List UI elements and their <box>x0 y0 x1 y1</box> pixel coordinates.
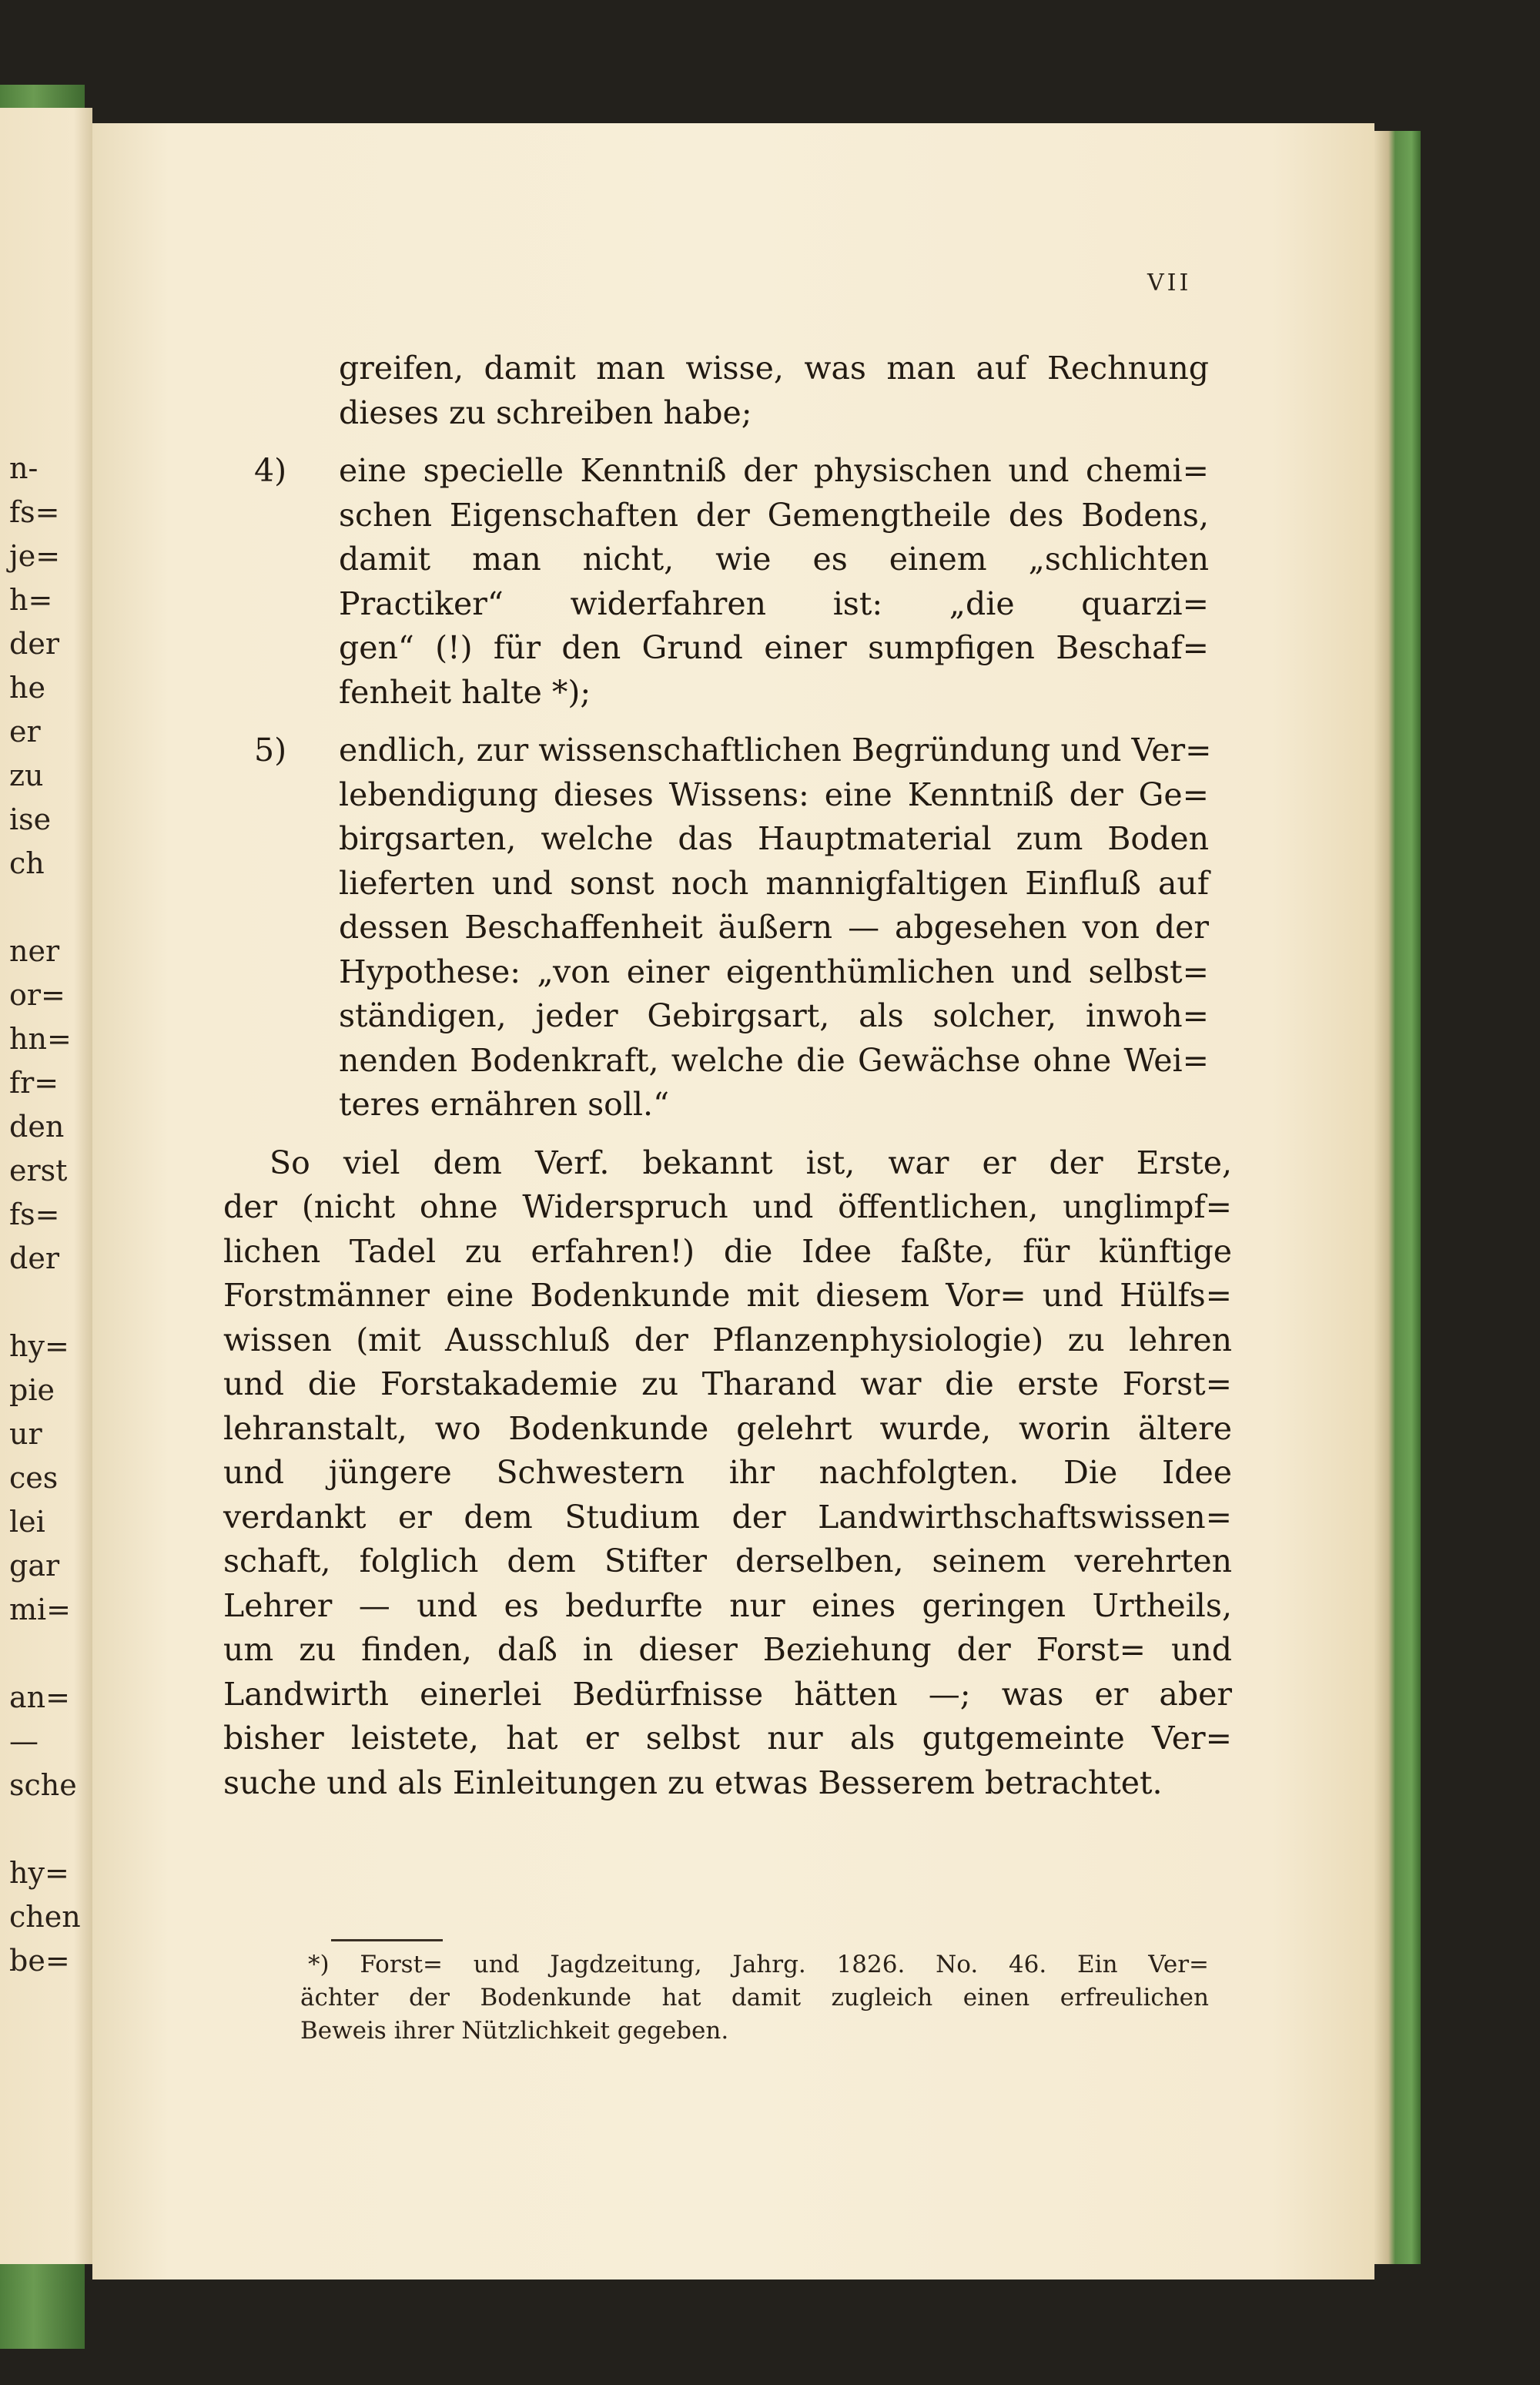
previous-page-fragment: mi= <box>9 1593 72 1626</box>
list-item-line: gen“ (!) für den Grund einer sumpfigen Beschaf= <box>339 629 1209 666</box>
previous-page-fragment: an= <box>9 1680 70 1714</box>
paragraph-spacer <box>254 1127 1209 1141</box>
previous-page-fragment: h= <box>9 583 53 617</box>
list-item-line: lebendigung dieses Wissens: eine Kenntniß der Ge= <box>339 775 1209 813</box>
paragraph-line: um zu finden, daß in dieser Beziehung der Forst= und <box>223 1631 1232 1668</box>
main-text <box>223 347 1232 1805</box>
previous-page-fragment: der <box>9 627 59 661</box>
paragraph-line: lehranstalt, wo Bodenkunde gelehrt wurde, worin ältere <box>223 1409 1232 1447</box>
page-number: VII <box>1147 270 1192 296</box>
previous-page-fragment: hn= <box>9 1022 72 1056</box>
right-cover-cloth <box>1374 131 1421 2264</box>
list-item-line: damit man nicht, wie es einem „schlichten <box>339 541 1209 578</box>
footnote-line: *) Forst= und Jagdzeitung, Jahrg. 1826. No. 46. Ein Ver= <box>308 1951 1209 1978</box>
paragraph-line: und jüngere Schwestern ihr nachfolgten. Die Idee <box>223 1454 1232 1491</box>
previous-page-fragment: ch <box>9 846 45 880</box>
list-item-number: 4) <box>254 452 287 489</box>
paragraph-line: verdankt er dem Studium der Landwirthschaftswissen= <box>223 1498 1232 1536</box>
list-item-line: fenheit halte *); <box>339 673 591 711</box>
footnote <box>300 1948 1209 2048</box>
previous-page-fragment: zu <box>9 759 44 792</box>
list-item-line: nenden Bodenkraft, welche die Gewächse ohne Wei= <box>339 1041 1209 1079</box>
previous-page-fragment: hy= <box>9 1329 69 1363</box>
list-item-line: Hypothese: „von einer eigenthümlichen und selbst= <box>339 953 1209 990</box>
previous-page-fragment: or= <box>9 978 65 1012</box>
previous-page-fragment: gar <box>9 1549 60 1583</box>
previous-page-fragment: fs= <box>9 495 60 529</box>
list-item-line <box>254 449 1209 494</box>
previous-page-text <box>0 447 85 1983</box>
previous-page-fragment: ner <box>9 934 60 968</box>
previous-page-fragment: erst <box>9 1154 68 1187</box>
previous-page-fragment: lei <box>9 1505 45 1539</box>
paragraph-line: lichen Tadel zu erfahren!) die Idee faßte, für künftige <box>223 1232 1232 1270</box>
paragraph-line: wissen (mit Ausschluß der Pflanzenphysiologie) zu lehren <box>223 1321 1232 1358</box>
previous-page-fragment <box>0 1807 85 1851</box>
list-item-text: eine specielle Kenntniß der physischen und chemi= <box>339 452 1209 489</box>
paragraph-line: schaft, folglich dem Stifter derselben, seinem verehrten <box>223 1543 1232 1579</box>
previous-page-fragment: fr= <box>9 1066 59 1100</box>
list-item-text: endlich, zur wissenschaftlichen Begründung und Ver= <box>339 732 1212 769</box>
list-item-line: teres ernähren soll.“ <box>339 1086 670 1123</box>
previous-page-fragment: n- <box>9 451 38 485</box>
footnote-line: ächter der Bodenkunde hat damit zugleich einen erfreulichen <box>300 1984 1209 2012</box>
list-item-line: greifen, damit man wisse, was man auf Rechnung <box>339 350 1209 387</box>
previous-page-fragment: sche <box>9 1768 77 1802</box>
previous-page-fragment: ur <box>9 1417 42 1451</box>
previous-page-fragment: pie <box>9 1373 55 1407</box>
previous-page-fragment: den <box>9 1110 65 1144</box>
previous-page-fragment: ces <box>9 1461 59 1495</box>
previous-page-fragment: ise <box>9 802 52 836</box>
previous-page-fragment <box>0 1632 85 1676</box>
previous-page-fragment: der <box>9 1241 59 1275</box>
previous-page-fragment: je= <box>9 539 61 573</box>
list-item-line: dieses zu schreiben habe; <box>339 394 752 431</box>
previous-page-fragment: be= <box>9 1944 70 1978</box>
previous-page-edge <box>0 108 92 2264</box>
item-spacer <box>254 435 1209 449</box>
previous-page-fragment: fs= <box>9 1198 60 1231</box>
list-item-line: ständigen, jeder Gebirgsart, als solcher, inwoh= <box>339 997 1209 1034</box>
previous-page-fragment: — <box>9 1724 38 1758</box>
list-item-number: 5) <box>254 732 287 769</box>
footnote-line: Beweis ihrer Nützlichkeit gegeben. <box>300 2017 729 2045</box>
previous-page-fragment <box>0 886 85 930</box>
previous-page-fragment <box>0 1281 85 1325</box>
previous-page-fragment: he <box>9 671 45 705</box>
paragraph-line: Lehrer — und es bedurfte nur eines geringen Urtheils, <box>223 1586 1232 1624</box>
list-item-line: schen Eigenschaften der Gemengtheile des Bodens, <box>339 496 1209 534</box>
item-spacer <box>254 715 1209 729</box>
paragraph-line: bisher leistete, hat er selbst nur als gutgemeinte Ver= <box>223 1720 1232 1757</box>
list-item-line: Practiker“ widerfahren ist: „die quarzi= <box>339 585 1209 622</box>
previous-page-fragment: er <box>9 715 41 749</box>
footnote-rule <box>331 1939 443 1941</box>
paragraph-line: suche und als Einleitungen zu etwas Besserem betrachtet. <box>223 1764 1163 1801</box>
paragraph-line: der (nicht ohne Widerspruch und öffentlichen, unglimpf= <box>223 1188 1232 1225</box>
list-item-line <box>254 729 1212 773</box>
previous-page-fragment: hy= <box>9 1856 69 1890</box>
previous-page-fragment: chen <box>9 1900 81 1934</box>
paragraph-line: und die Forstakademie zu Tharand war die erste Forst= <box>223 1365 1232 1402</box>
list-item-line: dessen Beschaffenheit äußern — abgesehen von der <box>339 909 1209 946</box>
list-item-line: birgsarten, welche das Hauptmaterial zum Boden <box>339 820 1209 857</box>
list-item-line: lieferten und sonst noch mannigfaltigen Einfluß auf <box>339 864 1209 902</box>
paragraph-line: Forstmänner eine Bodenkunde mit diesem Vor= und Hülfs= <box>223 1277 1232 1314</box>
paragraph-line: Landwirth einerlei Bedürfnisse hätten —; was er aber <box>223 1675 1232 1713</box>
paragraph-line: So viel dem Verf. bekannt ist, war er der Erste, <box>270 1144 1232 1181</box>
